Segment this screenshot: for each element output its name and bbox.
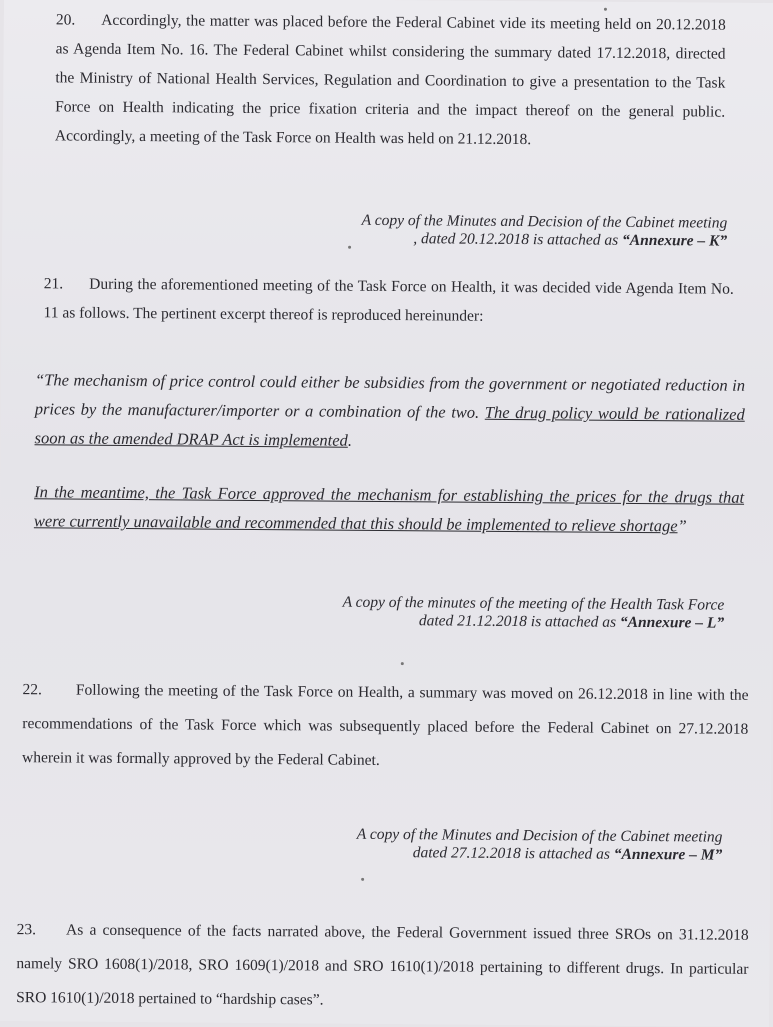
paragraph-number: 22.	[22, 681, 43, 699]
annexure-l-caption	[342, 594, 724, 633]
caption-line	[342, 612, 724, 633]
quote-underlined-text: The drug policy would be rationalized soon as the amended DRAP Act is implemented	[34, 402, 745, 450]
quoted-excerpt-part-2	[34, 477, 744, 541]
quote-text: “The mechanism of price control could either be subsidies from the government or negotiated reduction in prices by the manufacturer/importer or a combination of the two.	[34, 370, 746, 422]
quote-text: .	[347, 430, 353, 450]
paragraph-text: During the aforementioned meeting of the Task Force on Health, it was decided vide Agenda Item No. 11 as follows. The pertinent excerpt thereof is reproduced hereinunder:	[43, 275, 734, 325]
annexure-label: “Annexure – M”	[613, 845, 723, 864]
annexure-label: “Annexure – K”	[621, 231, 728, 250]
caption-line: A copy of the Minutes and Decision of the Cabinet meeting	[356, 825, 723, 846]
annexure-k-caption	[361, 212, 727, 251]
annexure-label: “Annexure – L”	[619, 613, 725, 632]
annexure-m-caption	[357, 826, 723, 865]
paragraph-20	[55, 5, 726, 155]
caption-text: , dated 20.12.2018 is attached as	[413, 230, 623, 249]
speck-mark	[348, 246, 351, 249]
paragraph-number: 23.	[16, 921, 37, 939]
speck-mark	[401, 662, 404, 665]
quoted-excerpt-part-1	[34, 365, 745, 458]
paragraph-text: Accordingly, the matter was placed before the Federal Cabinet vide its meeting held on 20.12.2018 as Agenda Item No. 16. The Federal Cabinet whilst considering the summary dated 17.12.2018, directed the Ministry of National Health Services, Regulation and Coordination to give a presentation to the Task Force on Health indicating the price fixation criteria and the impact thereof on the general public. Accordingly, a meeting of the Task Force on Health was held on 21.12.2018.	[54, 11, 726, 149]
caption-line: A copy of the Minutes and Decision of the Cabinet meeting	[361, 211, 728, 232]
paragraph-21	[43, 269, 733, 332]
paragraph-number: 21.	[43, 275, 64, 293]
paragraph-text: As a consequence of the facts narrated above, the Federal Government issued three SROs on 31.12.2018 namely SRO 1608(1)/2018, SRO 1609(1)/2018 and SRO 1610(1)/2018 pertaining to different drugs. In particular SRO 1610(1)/2018 pertained to “hardship cases”.	[16, 921, 749, 1009]
quote-underlined-text: In the meantime, the Task Force approved the mechanism for establishing the prices for the drugs that were currently unavailable and recommended that this should be implemented to relieve shortage	[33, 482, 745, 536]
paragraph-number: 20.	[55, 11, 76, 29]
speck-mark	[604, 8, 607, 11]
caption-line	[357, 844, 723, 865]
speck-mark	[361, 878, 364, 881]
caption-line: A copy of the minutes of the meeting of the Health Task Force	[342, 593, 725, 614]
paragraph-text: Following the meeting of the Task Force on Health, a summary was moved on 26.12.2018 in line with the recommendations of the Task Force which was subsequently placed before the Federal Cabinet on 27.12.2018 wherein it was formally approved by the Federal Cabinet.	[21, 681, 749, 769]
caption-line	[361, 230, 727, 251]
paragraph-22	[22, 673, 749, 781]
paragraph-23	[16, 913, 749, 1021]
caption-text: dated 21.12.2018 is attached as	[418, 612, 620, 631]
caption-text: dated 27.12.2018 is attached as	[412, 844, 614, 863]
quote-text: ”	[677, 516, 687, 536]
